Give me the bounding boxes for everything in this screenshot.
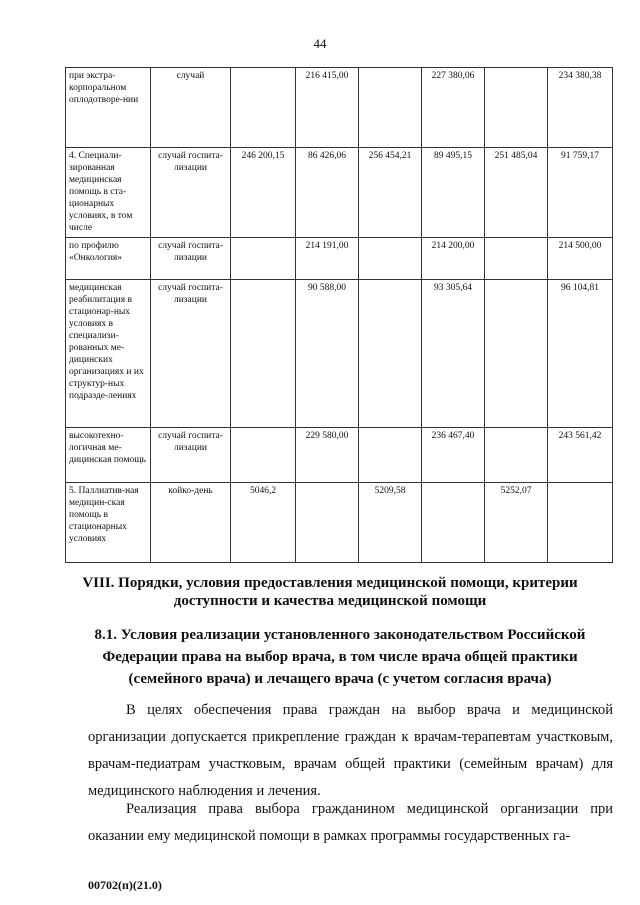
table-cell: 89 495,15 <box>422 148 485 238</box>
table-cell: 251 485,04 <box>485 148 548 238</box>
table-cell <box>485 280 548 428</box>
table-row <box>66 68 613 148</box>
cost-standards-table <box>65 67 613 563</box>
table-cell: 5. Паллиатив-ная медицин-ская помощь в стационарных условиях <box>66 483 151 563</box>
body-paragraph: В целях обеспечения права граждан на выбор врача и медицинской организации допускается прикрепление граждан к врачам-терапевтам участковым, врачам-педиатрам участковым, врачам общей практики (семейным врачам) для медицинского наблюдения и лечения. <box>88 702 613 799</box>
table-cell: 234 380,38 <box>548 68 613 148</box>
table-cell: 256 454,21 <box>359 148 422 238</box>
table-cell <box>485 68 548 148</box>
table-cell: 5046,2 <box>231 483 296 563</box>
table-cell <box>231 280 296 428</box>
body-paragraph: Реализация права выбора гражданином медицинской организации при оказании ему медицинской помощи в рамках программы государственных га- <box>88 801 613 844</box>
table-cell <box>359 280 422 428</box>
subsection-heading: 8.1. Условия реализации установленного законодательством Российской Федерации права на выбор врача, в том числе врача общей практики (семейного врача) и лечащего врача (с учетом согласия врача) <box>94 627 586 687</box>
table-cell: случай <box>151 68 231 148</box>
table-cell <box>422 483 485 563</box>
table-cell: 96 104,81 <box>548 280 613 428</box>
table-row <box>66 428 613 483</box>
table-cell: 5209,58 <box>359 483 422 563</box>
table-cell: 93 305,64 <box>422 280 485 428</box>
table-cell: 214 200,00 <box>422 238 485 280</box>
table-cell <box>485 428 548 483</box>
table-cell: медицинская реабилитация в стационар-ных условиях в специализи-рованных ме-дицинских организациях и их структур-ных подразде-лениях <box>66 280 151 428</box>
table-row <box>66 148 613 238</box>
table-cell: 243 561,42 <box>548 428 613 483</box>
table-row <box>66 238 613 280</box>
table-cell: 90 588,00 <box>296 280 359 428</box>
table-cell: случай госпита-лизации <box>151 280 231 428</box>
table-cell: случай госпита-лизации <box>151 428 231 483</box>
table-cell: койко-день <box>151 483 231 563</box>
table-cell: 4. Специали-зированная медицинская помощь в ста-ционарных условиях, в том числе <box>66 148 151 238</box>
section-heading: VIII. Порядки, условия предоставления медицинской помощи, критерии доступности и качества медицинской помощи <box>82 575 578 609</box>
table-cell: 246 200,15 <box>231 148 296 238</box>
table-cell <box>296 483 359 563</box>
table-cell <box>359 428 422 483</box>
table-row <box>66 483 613 563</box>
page-number: 44 <box>313 36 327 51</box>
table-cell: 229 580,00 <box>296 428 359 483</box>
table-cell <box>231 428 296 483</box>
table-cell <box>485 238 548 280</box>
table-cell: 91 759,17 <box>548 148 613 238</box>
table-cell: случай госпита-лизации <box>151 238 231 280</box>
table-cell: по профилю «Онкология» <box>66 238 151 280</box>
table-cell: высокотехно-логичная ме-дицинская помощь <box>66 428 151 483</box>
table-cell: 227 380,06 <box>422 68 485 148</box>
table-cell <box>231 238 296 280</box>
table-cell <box>359 68 422 148</box>
table-row <box>66 280 613 428</box>
table-cell: 214 191,00 <box>296 238 359 280</box>
document-code: 00702(п)(21.0) <box>88 878 162 892</box>
table-cell: случай госпита-лизации <box>151 148 231 238</box>
table-cell: при экстра-корпоральном оплодотворе-нии <box>66 68 151 148</box>
table-cell <box>231 68 296 148</box>
table-cell <box>359 238 422 280</box>
table-cell: 216 415,00 <box>296 68 359 148</box>
table-cell: 86 426,06 <box>296 148 359 238</box>
table-cell: 236 467,40 <box>422 428 485 483</box>
table-cell: 214 500,00 <box>548 238 613 280</box>
table-cell <box>548 483 613 563</box>
table-cell: 5252,07 <box>485 483 548 563</box>
